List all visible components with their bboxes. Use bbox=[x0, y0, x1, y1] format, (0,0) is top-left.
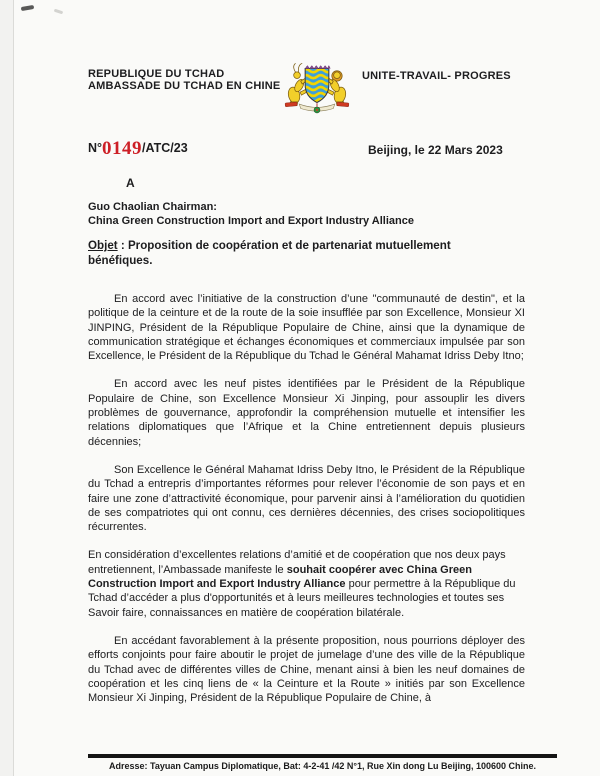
medal-icon bbox=[314, 103, 320, 113]
chad-coat-of-arms-icon bbox=[280, 61, 354, 116]
letter-body bbox=[88, 292, 525, 719]
footer-address: Adresse: Tayuan Campus Diplomatique, Bat: 4-2-41 /42 N°1, Rue Xin dong Lu Beijing, 100600 Chine. bbox=[108, 761, 537, 771]
salutation: A bbox=[126, 176, 135, 190]
addressee-block bbox=[88, 200, 414, 228]
reference-number bbox=[88, 138, 188, 160]
republic-title: REPUBLIQUE DU TCHAD bbox=[88, 68, 225, 80]
paragraph-4 bbox=[88, 548, 525, 619]
paragraph-4-text: En considération d’excellentes relations d’amitié et de coopération que nos deux pays entretiennent, l’Ambassade manifeste le bbox=[88, 549, 506, 576]
paragraph-5: En accédant favorablement à la présente proposition, nous pourrions déployer des efforts conjoints pour faire aboutir le projet de jumelage d’une des ville de la République du Tchad avec de différentes villes de Chine, menant ainsi à bien les neuf domaines de coopération et les cinq liens de « la Ceinture et la Route » initiés par son Excellence Monsieur Xi Jinping, Président de la République Populaire de Chine, à bbox=[88, 634, 525, 705]
paragraph-4-text: pour permettre à la République du Tchad d’accéder a plus d'opportunités et à leurs meilleures technologies et toutes ses Savoir faire, connaissances en matière de coopération bilatérale. bbox=[88, 578, 516, 619]
lion-supporter-icon bbox=[327, 71, 348, 106]
reference-prefix: N° bbox=[88, 141, 103, 155]
paragraph-2: En accord avec les neuf pistes identifiées par le Président de la République Populaire de Chine, son Excellence Monsieur Xi Jinping, pour assouplir les divers problèmes de gouvernance, approfondir la compréhension mutuelle et intensifier les relations diplomatiques que l’Afrique et la Chine entretiennent depuis plusieurs décennies; bbox=[88, 378, 525, 448]
paragraph-3: Son Excellence le Général Mahamat Idriss Deby Itno, le Président de la République du Tchad a entrepris d’importantes réformes pour relever l’économie de son pays et en faire une zone d’attractivité économique, pour parvenir ainsi à l’amélioration du quotidien de ses compatriotes qui ont connu, ces dernières décennies, des crises sociopolitiques récurrentes. bbox=[88, 463, 525, 534]
subject-label: Objet bbox=[88, 239, 118, 252]
scan-artifact bbox=[21, 5, 34, 11]
footer-divider bbox=[88, 754, 557, 758]
addressee-name: Guo Chaolian Chairman: bbox=[88, 201, 217, 213]
page-edge-shadow bbox=[0, 0, 14, 776]
reference-suffix: /ATC/23 bbox=[142, 141, 188, 155]
reference-number-value: 0149 bbox=[102, 138, 143, 159]
goat-supporter-icon bbox=[287, 63, 308, 105]
subject-text: : Proposition de coopération et de partenariat mutuellement bénéfiques. bbox=[88, 239, 451, 267]
embassy-title: AMBASSADE DU TCHAD EN CHINE bbox=[88, 80, 281, 92]
paragraph-4-bold-text: souhait coopérer avec China Green Construction Import and Export Industry Alliance bbox=[88, 563, 472, 591]
letter-date: Beijing, le 22 Mars 2023 bbox=[368, 143, 503, 157]
scan-artifact bbox=[54, 9, 63, 15]
shield-waves bbox=[302, 66, 332, 106]
national-motto: UNITE-TRAVAIL- PROGRES bbox=[362, 70, 511, 82]
letterhead-left bbox=[88, 68, 280, 92]
paragraph-1: En accord avec l’initiative de la construction d’une "communauté de destin", et la politique de la ceinture et de la route de la soie insufflée par son Excellence, Monsieur XI JINPING, Président de la République Populaire de Chine, ainsi que la dynamique de communication stratégique et échanges économiques et commerciaux impulsée par son Excellence, le Président de la République du Tchad le Général Mahamat Idriss Deby Itno; bbox=[88, 293, 525, 363]
letterhead-right bbox=[362, 70, 511, 82]
crest bbox=[305, 66, 330, 69]
addressee-organization: China Green Construction Import and Export Industry Alliance bbox=[88, 215, 414, 227]
subject-line bbox=[88, 239, 496, 268]
